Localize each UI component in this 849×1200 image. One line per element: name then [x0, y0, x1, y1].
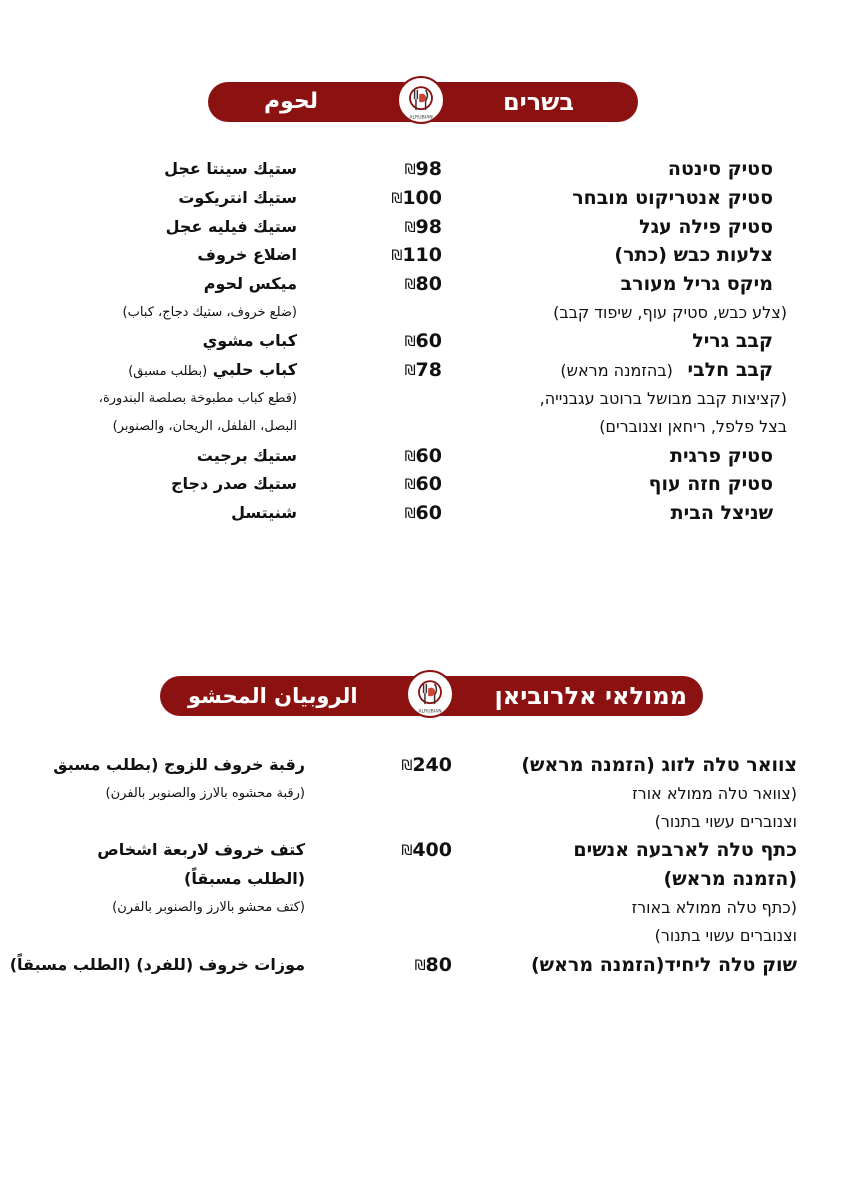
- item-name-hebrew: צוואר טלה לזוג (הזמנה מראש): [521, 754, 797, 776]
- shekel-icon: ₪: [414, 958, 426, 974]
- item-name-arabic: (الطلب مسبقاً): [184, 869, 305, 888]
- item-name-arabic-text: ستيك صدر دجاج: [170, 474, 297, 493]
- section-title-hebrew: בשרים: [502, 88, 574, 116]
- item-name-arabic: [203, 327, 297, 355]
- price-value: 80: [415, 273, 442, 295]
- item-price: [395, 836, 452, 864]
- item-name-arabic: [171, 470, 297, 498]
- item-name-hebrew: (הזמנה מראש): [663, 868, 797, 890]
- price-value: 98: [415, 158, 442, 180]
- item-name-hebrew-text: שניצל הבית: [670, 502, 773, 524]
- section-title-arabic: لحوم: [264, 89, 319, 114]
- item-name-hebrew: [639, 213, 773, 241]
- item-price: [399, 499, 442, 527]
- item-name-hebrew: כתף טלה לארבעה אנשים: [573, 839, 797, 861]
- item-name-hebrew-text: צלעות כבש (כתר): [614, 244, 773, 266]
- item-price: [385, 184, 442, 212]
- shekel-icon: ₪: [404, 162, 416, 178]
- item-name-arabic: [128, 356, 297, 384]
- item-name-hebrew: שוק טלה ליחיד(הזמנה מראש): [531, 954, 797, 976]
- shekel-icon: ₪: [401, 843, 413, 859]
- price-value: 110: [402, 244, 442, 266]
- item-price: [399, 327, 442, 355]
- item-description-arabic: (ضلع خروف، ستيك دجاج، كباب): [122, 305, 297, 320]
- item-price: [385, 241, 442, 269]
- shekel-icon: ₪: [391, 248, 403, 264]
- section-title-arabic: الروبيان المحشو: [188, 684, 358, 708]
- item-description-hebrew: (כתף טלה ממולא באורז: [631, 898, 797, 917]
- restaurant-logo: [406, 670, 454, 718]
- item-name-arabic: [166, 213, 297, 241]
- item-name-arabic-text: ستيك سينتا عجل: [164, 159, 297, 178]
- item-description-hebrew: (צלע כבש, סטיק עוף, שיפוד קבב): [553, 303, 787, 322]
- item-name-arabic: [197, 442, 297, 470]
- item-name-arabic: [178, 184, 297, 212]
- logo-icon: [399, 78, 443, 122]
- item-price: [399, 270, 442, 298]
- item-note-arabic: (بطلب مسبق): [128, 364, 208, 379]
- item-name-arabic: موزات خروف (للفرد) (الطلب مسبقاً): [9, 955, 305, 974]
- svg-text:ALRUBIAN: ALRUBIAN: [409, 115, 433, 121]
- shekel-icon: ₪: [404, 506, 416, 522]
- item-description-hebrew: (קציצות קבב מבושל ברוטב עגבנייה,: [539, 389, 787, 408]
- item-name-arabic-text: ستيك فيليه عجل: [165, 217, 297, 236]
- restaurant-logo: [397, 76, 445, 124]
- price-value: 60: [415, 473, 442, 495]
- item-name-hebrew-text: סטיק פילה עגל: [639, 216, 773, 238]
- item-name-arabic: [164, 155, 297, 183]
- price-value: 60: [415, 502, 442, 524]
- shekel-icon: ₪: [401, 758, 413, 774]
- shekel-icon: ₪: [391, 191, 403, 207]
- item-price: [399, 470, 442, 498]
- price-value: 400: [412, 839, 452, 861]
- item-name-arabic: كتف خروف لاربعة اشخاص: [97, 840, 305, 859]
- item-description-hebrew: וצנוברים עשוי בתנור): [654, 926, 797, 945]
- price-value: 60: [415, 445, 442, 467]
- item-name-hebrew-text: סטיק פרגית: [669, 445, 773, 467]
- item-name-hebrew-text: מיקס גריל מעורב: [620, 273, 773, 295]
- svg-text:ALRUBIAN: ALRUBIAN: [418, 709, 442, 715]
- item-name-hebrew: [671, 499, 773, 527]
- shekel-icon: ₪: [404, 277, 416, 293]
- price-value: 80: [425, 954, 452, 976]
- item-name-hebrew-text: קבב גריל: [692, 330, 773, 352]
- item-name-arabic-text: كباب حلبي: [212, 360, 297, 379]
- shekel-icon: ₪: [404, 220, 416, 236]
- item-name-arabic: رقبة خروف للزوج (بطلب مسبق: [53, 755, 305, 774]
- item-description-arabic: (قطع كباب مطبوخة بصلصة البندورة،: [98, 391, 297, 406]
- item-name-arabic-text: ستيك برجيت: [196, 446, 297, 465]
- item-name-hebrew: [649, 470, 773, 498]
- item-description-hebrew: בצל פלפל, ריחאן וצנוברים): [599, 417, 787, 436]
- item-name-hebrew-text: סטיק סינטה: [667, 158, 773, 180]
- item-description-arabic: البصل، الفلفل، الريحان، والصنوبر): [112, 419, 297, 434]
- item-name-hebrew: [668, 155, 773, 183]
- shekel-icon: ₪: [404, 363, 416, 379]
- item-price: [399, 213, 442, 241]
- item-name-hebrew: [560, 356, 773, 384]
- item-name-arabic-text: شنيتسل: [231, 503, 297, 522]
- item-name-hebrew: [614, 241, 773, 269]
- price-value: 240: [412, 754, 452, 776]
- logo-icon: [408, 672, 452, 716]
- shekel-icon: ₪: [404, 334, 416, 350]
- item-note-hebrew: (בהזמנה מראש): [560, 361, 673, 380]
- item-name-arabic-text: اضلاع خروف: [197, 245, 297, 264]
- item-price: [399, 356, 442, 384]
- shekel-icon: ₪: [404, 449, 416, 465]
- item-name-hebrew-text: סטיק חזה עוף: [648, 473, 773, 495]
- item-price: [399, 442, 442, 470]
- section-title-hebrew: ממולאי אלרוביאן: [494, 682, 687, 710]
- item-name-hebrew-text: סטיק אנטריקוט מובחר: [572, 187, 773, 209]
- section-banner-meats: [208, 82, 638, 122]
- item-name-arabic: [204, 270, 297, 298]
- price-value: 100: [402, 187, 442, 209]
- item-name-hebrew: [621, 270, 773, 298]
- item-description-arabic: (كتف محشو بالارز والصنوبر بالفرن): [112, 900, 305, 915]
- item-price: [409, 951, 452, 979]
- price-value: 78: [415, 359, 442, 381]
- item-description-hebrew: וצנוברים עשוי בתנור): [654, 812, 797, 831]
- item-name-hebrew: [670, 442, 773, 470]
- section-banner-stuffed: [160, 676, 703, 716]
- item-name-hebrew: [692, 327, 773, 355]
- item-name-hebrew-text: קבב חלבי: [687, 359, 773, 381]
- shekel-icon: ₪: [404, 477, 416, 493]
- item-description-hebrew: (צוואר טלה ממולא אורז: [632, 784, 797, 803]
- item-name-arabic: [197, 241, 297, 269]
- price-value: 98: [415, 216, 442, 238]
- item-price: [399, 155, 442, 183]
- item-name-arabic-text: ميكس لحوم: [203, 274, 297, 293]
- item-name-arabic-text: ستيك انتريكوت: [178, 188, 297, 207]
- item-description-arabic: (رقبة محشوه بالارز والصنوبر بالفرن): [105, 786, 305, 801]
- item-name-arabic-text: كباب مشوي: [202, 331, 297, 350]
- item-name-hebrew: [572, 184, 773, 212]
- item-price: [395, 751, 452, 779]
- price-value: 60: [415, 330, 442, 352]
- item-name-arabic: [231, 499, 297, 527]
